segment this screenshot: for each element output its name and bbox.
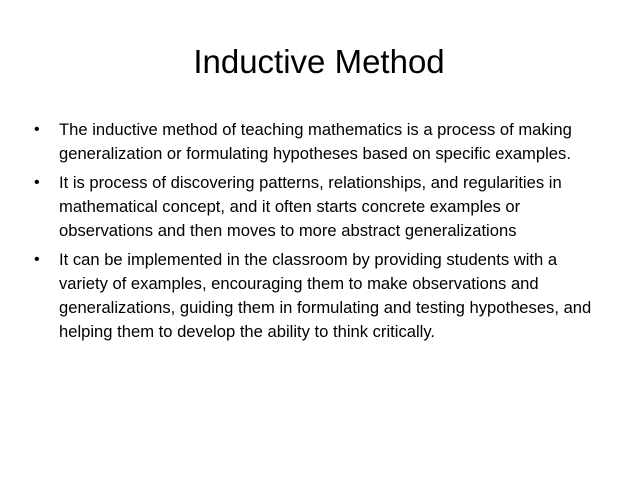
- bullet-item: [34, 171, 602, 243]
- bullet-text: The inductive method of teaching mathematics is a process of making generalization or formulating hypotheses based on specific examples.: [59, 120, 572, 163]
- bullet-dot-icon: •: [34, 251, 40, 268]
- slide-title: Inductive Method: [193, 43, 445, 80]
- bullet-text: It can be implemented in the classroom by providing students with a variety of examples, encouraging them to make observations and generalizations, guiding them in formulating and testing hypotheses, and helping them to develop the ability to think critically.: [59, 250, 592, 341]
- bullet-list: [34, 118, 602, 349]
- bullet-item: [34, 118, 602, 166]
- bullet-item: [34, 248, 602, 344]
- bullet-dot-icon: •: [34, 174, 40, 191]
- bullet-dot-icon: •: [34, 121, 40, 138]
- bullet-text: It is process of discovering patterns, relationships, and regularities in mathematical concept, and it often starts concrete examples or observations and then moves to more abstract generalizations: [59, 173, 562, 240]
